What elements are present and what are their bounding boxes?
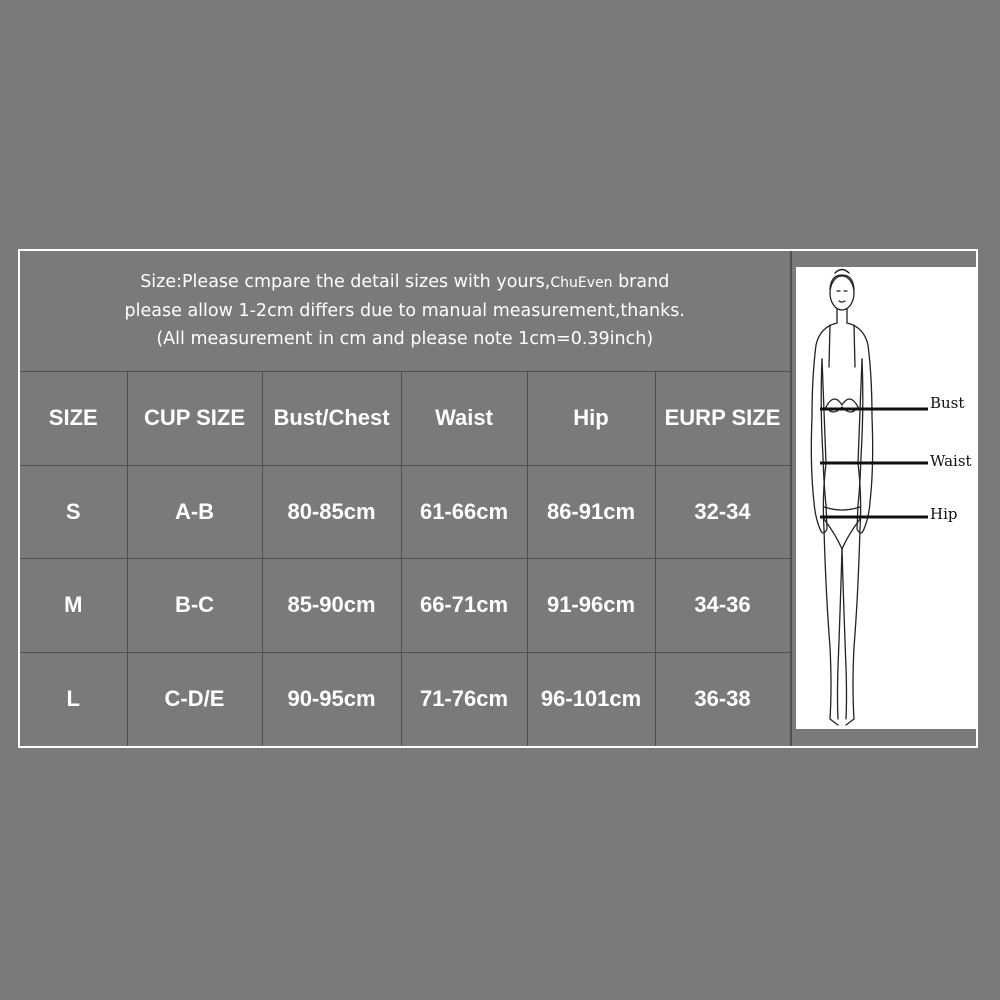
note-line-2: please allow 1-2cm differs due to manual measurement,thanks. bbox=[124, 301, 685, 322]
note-line-1-text: Size:Please cmpare the detail sizes with yours, bbox=[140, 272, 551, 293]
cell-eurp-size: 32-34 bbox=[655, 465, 790, 558]
bust-label: Bust bbox=[930, 394, 965, 412]
table-row bbox=[20, 465, 790, 558]
size-chart bbox=[18, 249, 978, 748]
cell-size: M bbox=[20, 558, 127, 652]
cell-bust: 85-90cm bbox=[262, 558, 401, 652]
waist-label: Waist bbox=[930, 452, 972, 470]
header-hip: Hip bbox=[527, 371, 655, 465]
note-line-1 bbox=[20, 268, 790, 297]
cell-cup-size: C-D/E bbox=[127, 652, 262, 746]
cell-hip: 96-101cm bbox=[527, 652, 655, 746]
table-row bbox=[20, 652, 790, 746]
body-measurement-figure bbox=[796, 267, 978, 729]
table-row bbox=[20, 558, 790, 652]
brand-name: ChuEven bbox=[550, 275, 613, 292]
cell-cup-size: A-B bbox=[127, 465, 262, 558]
cell-size: S bbox=[20, 465, 127, 558]
cell-eurp-size: 34-36 bbox=[655, 558, 790, 652]
size-table bbox=[20, 251, 791, 746]
body-figure-panel bbox=[790, 251, 976, 746]
cell-eurp-size: 36-38 bbox=[655, 652, 790, 746]
cell-cup-size: B-C bbox=[127, 558, 262, 652]
measurement-note bbox=[20, 251, 790, 371]
cell-bust: 90-95cm bbox=[262, 652, 401, 746]
cell-size: L bbox=[20, 652, 127, 746]
note-line-1-tail: brand bbox=[612, 272, 670, 293]
cell-bust: 80-85cm bbox=[262, 465, 401, 558]
header-waist: Waist bbox=[401, 371, 527, 465]
header-bust-chest: Bust/Chest bbox=[262, 371, 401, 465]
cell-hip: 86-91cm bbox=[527, 465, 655, 558]
cell-hip: 91-96cm bbox=[527, 558, 655, 652]
note-line-3: (All measurement in cm and please note 1cm=0.39inch) bbox=[156, 329, 654, 350]
hip-label: Hip bbox=[930, 505, 958, 523]
cell-waist: 71-76cm bbox=[401, 652, 527, 746]
cell-waist: 66-71cm bbox=[401, 558, 527, 652]
header-eurp-size: EURP SIZE bbox=[655, 371, 790, 465]
table-header-row bbox=[20, 371, 790, 465]
header-size: SIZE bbox=[20, 371, 127, 465]
cell-waist: 61-66cm bbox=[401, 465, 527, 558]
header-cup-size: CUP SIZE bbox=[127, 371, 262, 465]
